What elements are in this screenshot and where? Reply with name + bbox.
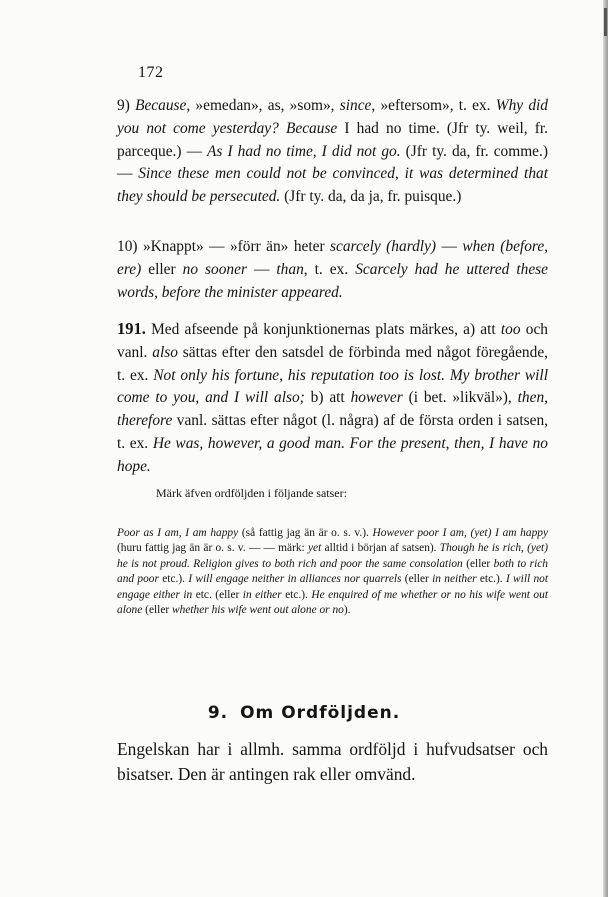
intro-paragraph: Engelskan har i allmh. samma ordföljd i hufvudsatser och bisatser. Den är antingen rak eller omvänd.: [117, 739, 548, 784]
page-edge: [603, 0, 608, 897]
section-title: Om Ordföljden.: [240, 703, 401, 723]
section-number: 9.: [207, 703, 229, 723]
section-heading: [0, 703, 608, 723]
note-heading: Märk äfven ordföljden i följande satser:: [156, 486, 347, 500]
page-number: 172: [138, 64, 164, 81]
page-edge-mark: [604, 8, 607, 36]
section-191: 191. Med afseende på konjunktionernas plats märkes, a) att too och vanl. also sättas efter den satsdel de förbinda med något föregående, t. ex. Not only his fortune, his reputation too is lost. My brother will come to you, and I will also; b) att however (i bet. »likväl»), then, therefore vanl. sättas efter något (l. några) af de första orden i satsen, t. ex. He was, however, a good man. For the present, then, I have no hope.: [117, 319, 549, 475]
paragraph-9: 9) Because, »emedan», as, »som», since, »eftersom», t. ex. Why did you not come yesterday? Because I had no time. (Jfr ty. weil, fr. parceque.) — As I had no time, I did not go. (Jfr ty. da, fr. comme.) — Since these men could not be convinced, it was determined that they should be persecuted. (Jfr ty. da, da ja, fr. puisque.): [117, 97, 549, 206]
note-examples: Poor as I am, I am happy (så fattig jag än är o. s. v.). However poor I am, (yet) I am happy (huru fattig jag än är o. s. v. — — märk: yet alltid i början af satsen). Though he is rich, (yet) he is not proud. Religion gives to both rich and poor the same consolation (eller both to rich and poor etc.). I will engage neither in alliances nor quarrels (eller in neither etc.). I will not engage either in etc. (eller in either etc.). He enquired of me whether or no his wife went out alone (eller whether his wife went out alone or no).: [117, 527, 549, 617]
paragraph-10: 10) »Knappt» — »förr än» heter scarcely (hardly) — when (before, ere) eller no sooner — than, t. ex. Scarcely had he uttered these words, before the minister appeared.: [117, 238, 549, 301]
